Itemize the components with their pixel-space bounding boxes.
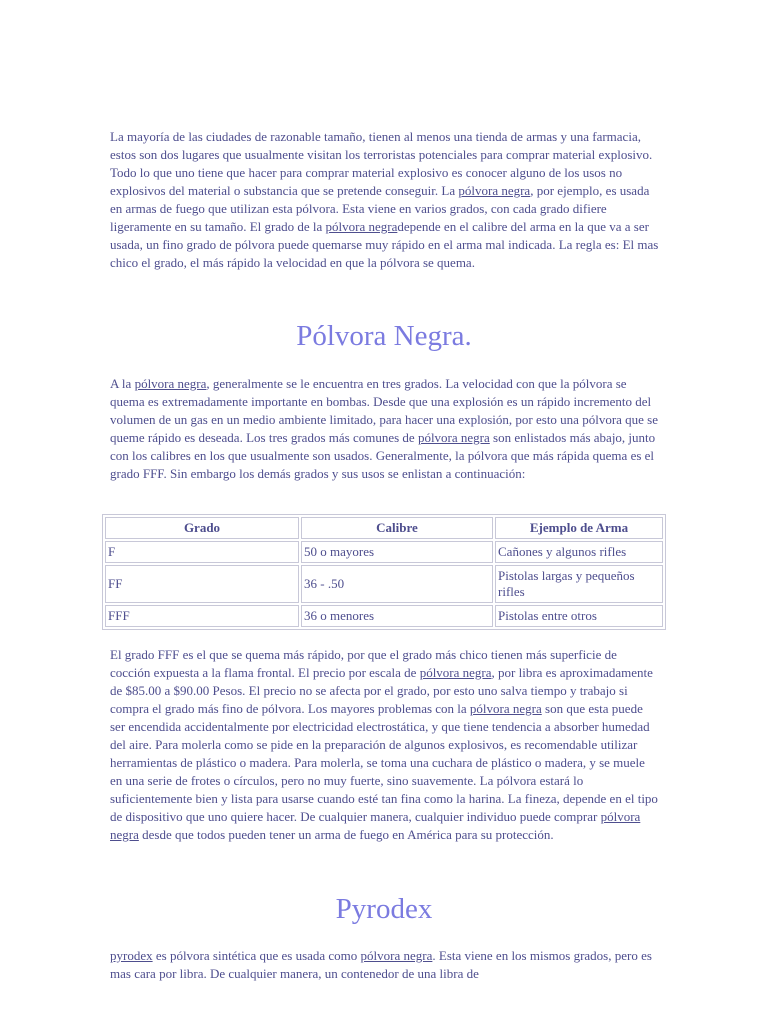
cell-calibre: 50 o mayores [301,541,493,563]
link-polvora-negra[interactable]: pólvora negra [469,701,542,716]
intro-text-2: , por ejemplo, es usada en armas de fuego que utilizan esta pólvora. Esta viene en varios grados, con cada grado difiere ligeramente en su tamaño. El grado de la [110,183,650,234]
link-polvora-negra[interactable]: pólvora negra [417,430,490,445]
para4-text-2: . Esta viene en los mismos grados, pero es mas cara por libra. De cualquier manera, un contenedor de una libra de [110,948,652,981]
grado-fff-paragraph [110,646,660,844]
link-polvora-negra[interactable]: pólvora negra [419,665,492,680]
link-polvora-negra[interactable]: pólvora negra [360,948,433,963]
intro-text-3: depende en el calibre del arma en la que va a ser usada, un fino grado de pólvora puede quemarse muy rápido en el arma mal indicada. La regla es: El mas chico el grado, el más rápido la velocidad en que la pólvora se quema. [110,219,659,270]
para3-text-2: , por libra es aproximadamente de $85.00 a $90.00 Pesos. El precio no se afecta por el grado, por esto uno salva tiempo y trabajo si compra el grado más fino de pólvora. Los mayores problemas con la [110,665,653,716]
table-row [105,541,663,563]
heading-pyrodex: Pyrodex [335,893,433,925]
cell-grado: F [105,541,299,563]
intro-paragraph [110,128,660,272]
para3-text-4: desde que todos pueden tener un arma de fuego en América para su protección. [138,827,554,842]
cell-ejemplo: Cañones y algunos rifles [495,541,663,563]
cell-grado: FF [105,565,299,603]
grades-table [102,514,666,630]
heading-polvora-negra: Pólvora Negra. [296,320,472,352]
cell-calibre: 36 o menores [301,605,493,627]
cell-grado: FFF [105,605,299,627]
link-polvora-negra[interactable]: pólvora negra [134,376,207,391]
link-polvora-negra[interactable]: pólvora negra [110,809,641,842]
cell-ejemplo: Pistolas entre otros [495,605,663,627]
header-ejemplo-arma: Ejemplo de Arma [495,517,663,539]
header-calibre: Calibre [301,517,493,539]
link-polvora-negra[interactable]: pólvora negra [458,183,531,198]
cell-ejemplo: Pistolas largas y pequeños rifles [495,565,663,603]
polvora-paragraph [110,375,660,483]
para2-text-1: A la [110,376,135,391]
table-row [105,605,663,627]
intro-text-1: La mayoría de las ciudades de razonable tamaño, tienen al menos una tienda de armas y una farmacia, estos son dos lugares que usualmente visitan los terroristas potenciales para comprar material explosivo. Todo lo que uno tiene que hacer para comprar material explosivo es conocer alguno de los usos no explosivos del material o substancia que se pretende conseguir. La [110,129,653,198]
table-header-row [105,517,663,539]
para2-text-2: , generalmente se le encuentra en tres grados. La velocidad con que la pólvora se quema es extremadamente importante en bombas. Desde que una explosión es un rápido incremento del volumen de un gas en un medio ambiente limitado, para hacer una explosión, por esto una pólvora que se queme rápido es deseada. Los tres grados más comunes de [110,376,659,445]
cell-calibre: 36 - .50 [301,565,493,603]
table-row [105,565,663,603]
pyrodex-paragraph [110,947,660,983]
para4-text-1: es pólvora sintética que es usada como [152,948,361,963]
link-polvora-negra[interactable]: pólvora negra [325,219,398,234]
header-grado: Grado [105,517,299,539]
para3-text-3: son que esta puede ser encendida accidentalmente por electricidad electrostática, y que tiene tendencia a absorber humedad del aire. Para molerla como se pide en la preparación de algunos explosivos, es recomendable utilizar herramientas de plástico o madera. Para molerla, se toma una cuchara de plástico o madera, y se muele en una serie de frotes o círculos, pero no muy fuerte, sino suavemente. La pólvora estará lo suficientemente bien y lista para usarse cuando esté tan fina como la harina. La fineza, depende en el tipo de dispositivo que uno quiere hacer. De cualquier manera, cualquier individuo puede comprar [110,701,658,824]
para2-text-3: son enlistados más abajo, junto con los calibres en los que usualmente son usados. Generalmente, la pólvora que más rápida quema es el grado FFF. Sin embargo los demás grados y sus usos se enlistan a continuación: [110,430,656,481]
para3-text-1: El grado FFF es el que se quema más rápido, por que el grado más chico tienen más superficie de cocción expuesta a la flama frontal. El precio por escala de [110,647,617,680]
link-pyrodex[interactable]: pyrodex [110,948,153,963]
